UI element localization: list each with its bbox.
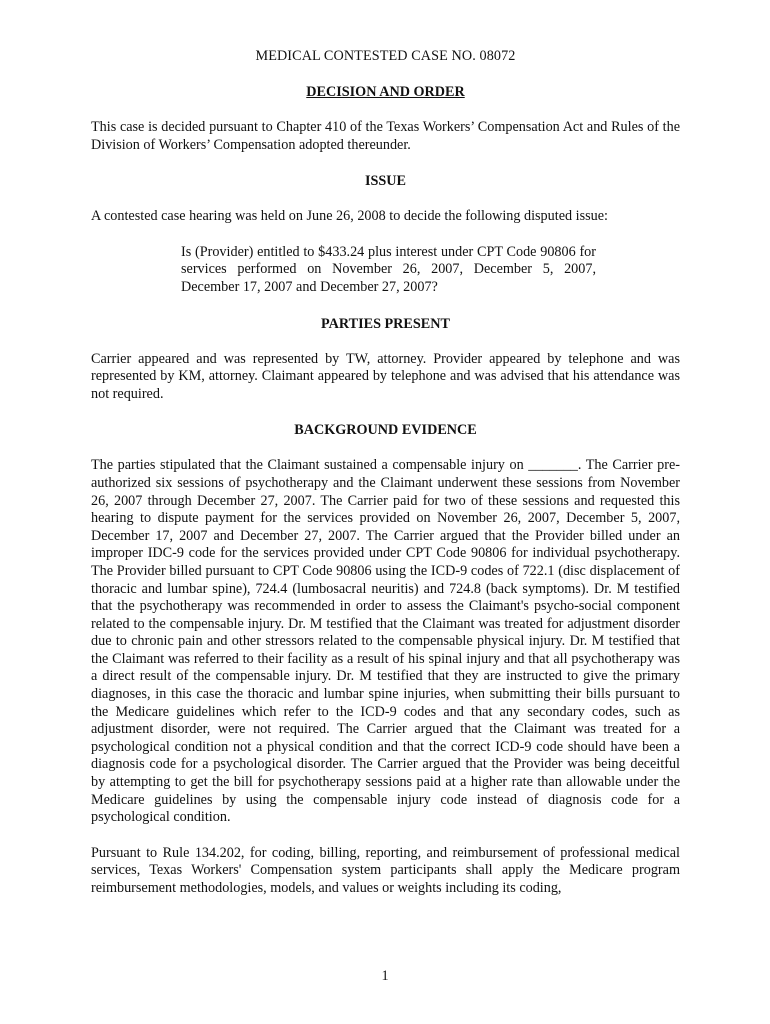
background-paragraph: The parties stipulated that the Claimant sustained a compensable injury on _______. The Carrier pre-authorized six sessions of psychotherapy and the Claimant underwent these sessions from November 26, 2007 through December 27, 2007. The Carrier paid for two of these sessions and requested this hearing to dispute payment for the services provided on November 26, 2007, December 5, 2007, December 17, 2007 and December 27, 2007. The Carrier argued that the Provider billed under an improper IDC-9 code for the services provided under CPT Code 90806 for individual psychotherapy. The Provider billed pursuant to CPT Code 90806 using the ICD-9 codes of 722.1 (disc displacement of thoracic and lumbar spine), 724.4 (lumbosacral neuritis) and 724.8 (back symptoms). Dr. M testified that the psychotherapy was recommended in order to assess the Claimant's psycho-social component related to the compensable injury. Dr. M testified that the Claimant was treated for adjustment disorder due to chronic pain and other stressors related to the compensable physical injury. Dr. M testified that the Claimant was referred to their facility as a result of his spinal injury and that all psychotherapy was a direct result of the compensable injury. Dr. M testified that they are instructed to give the primary diagnoses, in this case the thoracic and lumbar spine injuries, when submitting their bills pursuant to the Medicare guidelines which refer to the ICD-9 codes and that any secondary codes, such as adjustment disorder, were not required. The Carrier argued that the Claimant was treated for a psychological condition not a physical condition and that the correct ICD-9 code should have been a diagnosis code for a psychological disorder. The Carrier argued that the Provider was being deceitful by attempting to get the bill for psychotherapy sessions paid at a higher rate than allowable under the Medicare guidelines by using the compensable injury code instead of diagnosis code for a psychological condition. [91,457,680,826]
parties-heading: PARTIES PRESENT [321,315,450,332]
rule-paragraph: Pursuant to Rule 134.202, for coding, billing, reporting, and reimbursement of professional medical services, Texas Workers' Compensation system participants shall apply the Medicare program reimbursement methodologies, models, and values or weights including its coding, [91,844,680,896]
document-title-text: DECISION AND ORDER [306,84,465,100]
issue-intro-paragraph: A contested case hearing was held on June 26, 2008 to decide the following disputed issue: [91,208,608,225]
case-number: MEDICAL CONTESTED CASE NO. 08072 [255,48,516,64]
intro-paragraph: This case is decided pursuant to Chapter 410 of the Texas Workers’ Compensation Act and Rules of the Division of Workers’ Compensation adopted thereunder. [91,119,680,153]
issue-heading: ISSUE [364,173,406,190]
background-heading: BACKGROUND EVIDENCE [294,422,477,439]
document-title [91,83,680,101]
page-number: 1 [381,968,389,984]
disputed-issue-text: Is (Provider) entitled to $433.24 plus interest under CPT Code 90806 for services performed on November 26, 2007, December 5, 2007, December 17, 2007 and December 27, 2007? [181,243,596,295]
parties-paragraph: Carrier appeared and was represented by TW, attorney. Provider appeared by telephone and was represented by KM, attorney. Claimant appeared by telephone and was advised that his attendance was not required. [91,350,680,402]
